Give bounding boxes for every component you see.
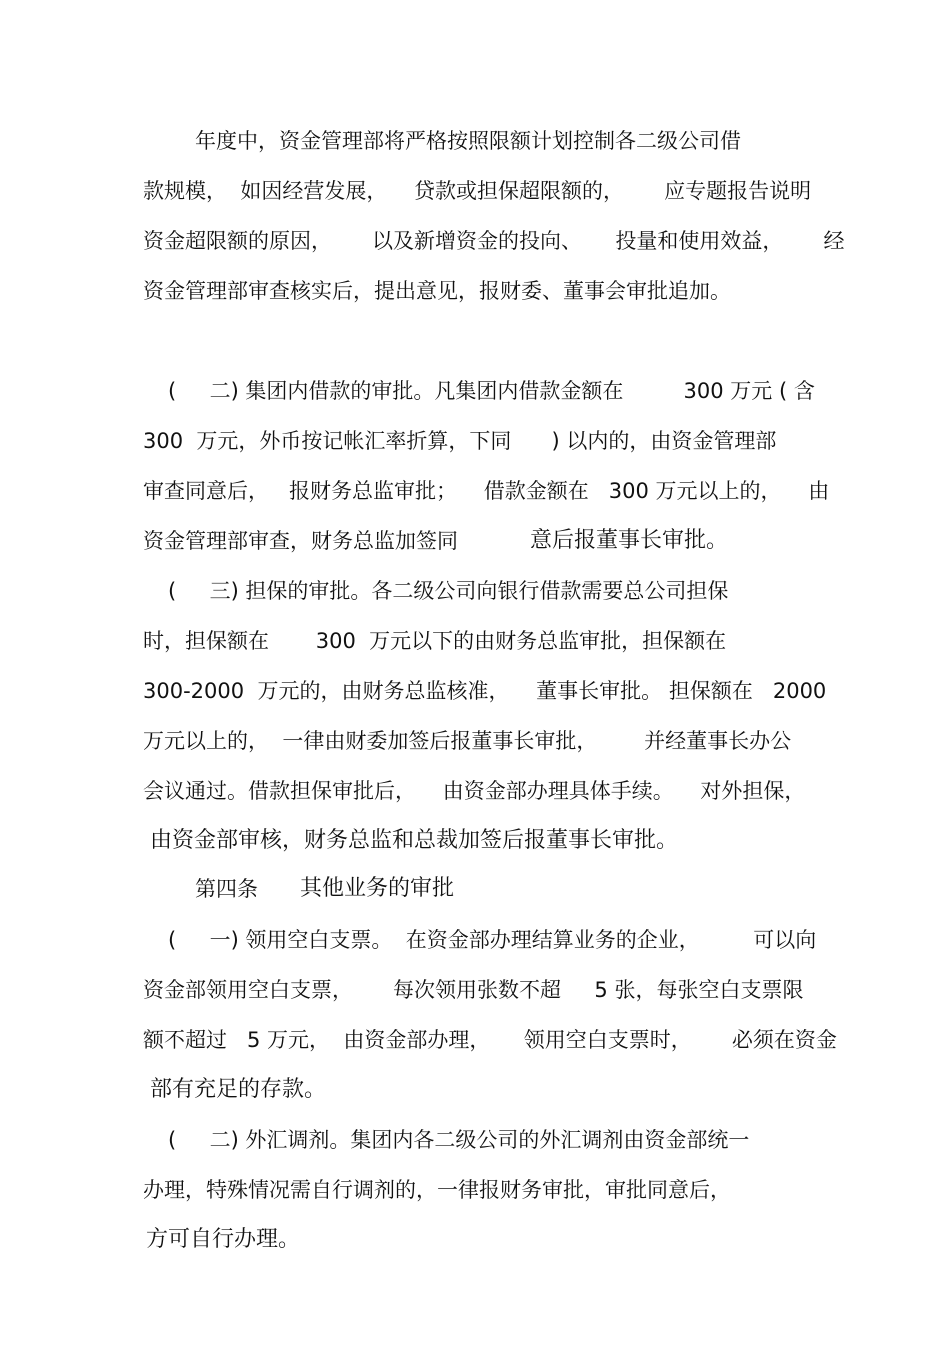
paragraph-line: 年度中，资金管理部将严格按照限额计划控制各二级公司借	[195, 129, 741, 153]
paragraph-line: 审查同意后， 报财务总监审批； 借款金额在 300 万元以上的， 由	[143, 479, 830, 503]
paragraph-line: 资金管理部审查，财务总监加签同	[143, 529, 458, 553]
paragraph-line: ( 一) 领用空白支票。 在资金部办理结算业务的企业， 可以向	[168, 928, 817, 952]
paragraph-line: ( 三) 担保的审批。各二级公司向银行借款需要总公司担保	[168, 579, 729, 603]
paragraph-line-serif: 意后报董事长审批。	[530, 528, 729, 553]
paragraph-line: 会议通过。借款担保审批后， 由资金部办理具体手续。 对外担保，	[143, 779, 806, 803]
paragraph-line: 万元以上的， 一律由财委加签后报董事长审批， 并经董事长办公	[143, 729, 792, 753]
article-number: 第四条	[195, 877, 258, 901]
paragraph-line-serif: 方可自行办理。	[146, 1227, 301, 1252]
paragraph-line: 款规模， 如因经营发展， 贷款或担保超限额的， 应专题报告说明	[143, 179, 812, 203]
paragraph-line-serif: 由资金部审核，财务总监和总裁加签后报董事长审批。	[150, 828, 679, 853]
paragraph-line: ( 二) 集团内借款的审批。凡集团内借款金额在 300 万元 ( 含	[168, 379, 815, 403]
paragraph-line-serif: 部有充足的存款。	[150, 1077, 327, 1102]
paragraph-line: 资金部领用空白支票， 每次领用张数不超 5 张，每张空白支票限	[143, 978, 804, 1002]
paragraph-line: 额不超过 5 万元， 由资金部办理， 领用空白支票时， 必须在资金	[143, 1028, 837, 1052]
article-title: 其他业务的审批	[300, 876, 455, 901]
paragraph-line: 时，担保额在 300 万元以下的由财务总监审批，担保额在	[143, 629, 727, 653]
paragraph-line: 资金管理部审查核实后，提出意见，报财委、董事会审批追加。	[143, 279, 731, 303]
paragraph-line: ( 二) 外汇调剂。集团内各二级公司的外汇调剂由资金部统一	[168, 1128, 750, 1152]
paragraph-line: 300 万元，外币按记帐汇率折算，下同 ) 以内的，由资金管理部	[143, 429, 777, 453]
paragraph-line: 资金超限额的原因， 以及新增资金的投向、 投量和使用效益， 经	[143, 229, 845, 253]
paragraph-line: 300-2000 万元的，由财务总监核准， 董事长审批。 担保额在 2000	[143, 679, 827, 703]
paragraph-line: 办理，特殊情况需自行调剂的，一律报财务审批，审批同意后，	[143, 1178, 731, 1202]
